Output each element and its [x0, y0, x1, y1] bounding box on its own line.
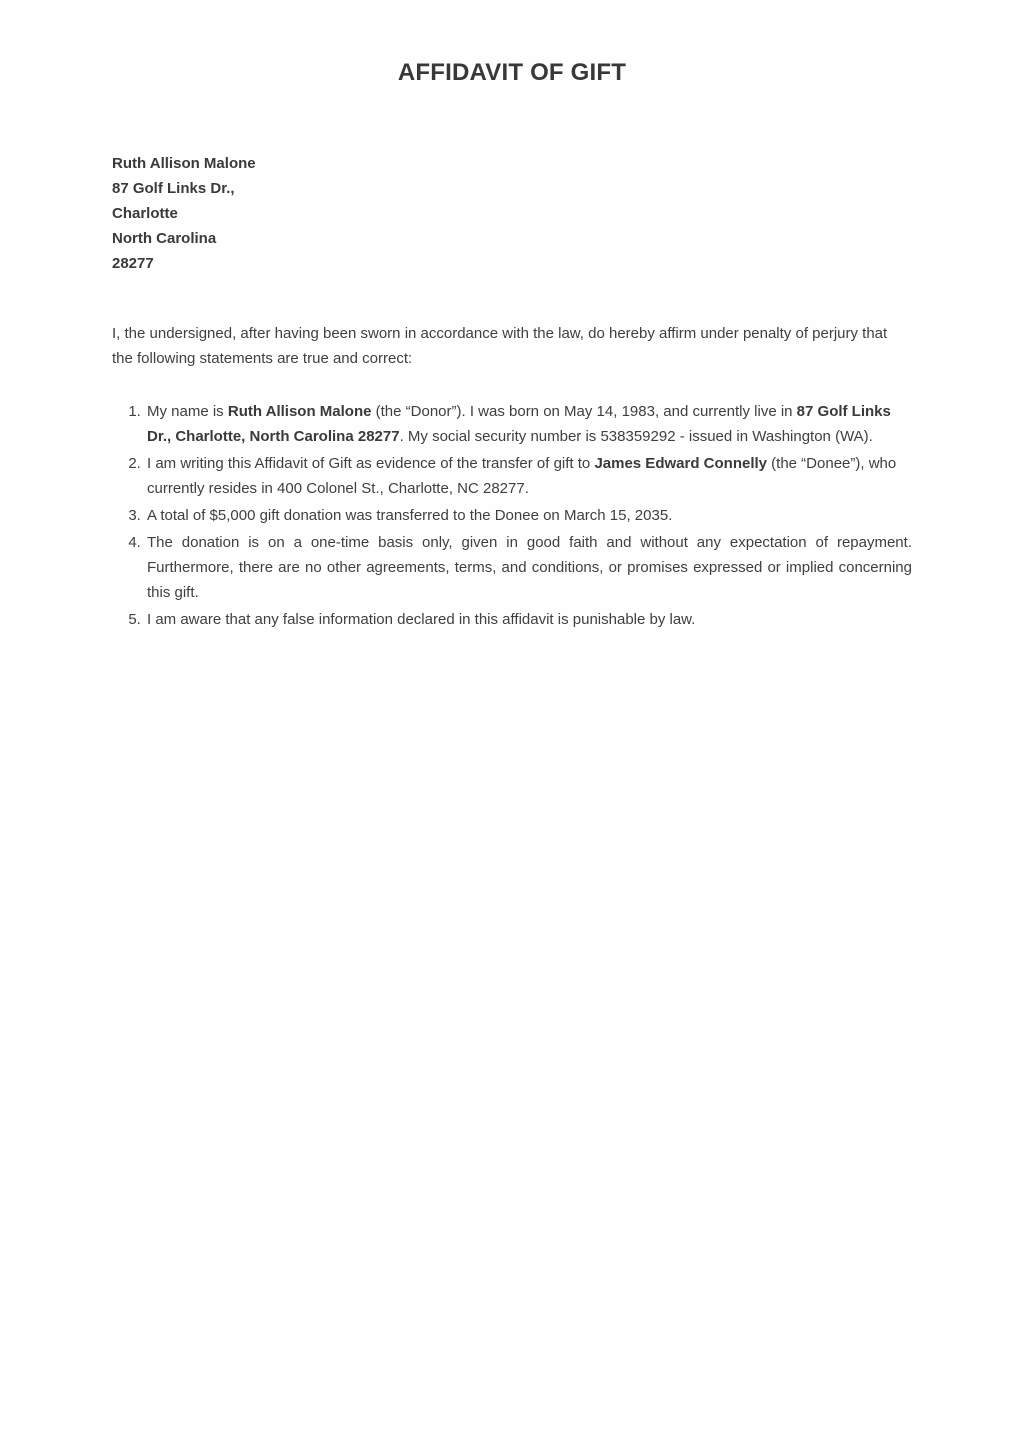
sender-block [112, 151, 912, 276]
sender-name: Ruth Allison Malone [112, 155, 256, 172]
page-title: AFFIDAVIT OF GIFT [397, 59, 627, 86]
statement-1 [145, 399, 912, 449]
donee-name-bold: James Edward Connelly [594, 455, 767, 472]
statement-1-text-a: My name is [147, 403, 228, 420]
statement-4 [145, 530, 912, 605]
statements-list [112, 399, 912, 632]
statement-5 [145, 607, 912, 632]
statement-5-text: I am aware that any false information declared in this affidavit is punishable by law. [147, 611, 696, 628]
donor-name-bold: Ruth Allison Malone [227, 403, 372, 420]
statement-1-text-c: . My social security number is 538359292 - issued in Washington (WA). [399, 428, 873, 445]
sender-street: 87 Golf Links Dr., [112, 180, 235, 197]
statement-3-text: A total of $5,000 gift donation was transferred to the Donee on March 15, 2035. [147, 507, 673, 524]
sender-state: North Carolina [112, 230, 217, 247]
sender-zip: 28277 [112, 255, 154, 272]
donor-address-bold: 87 Golf Links Dr., Charlotte, North Carolina 28277 [147, 403, 891, 445]
statement-2-text-b: (the “Donee”), who currently resides in 400 Colonel St., Charlotte, NC 28277. [147, 455, 897, 497]
sender-city: Charlotte [112, 205, 178, 222]
statement-2 [145, 451, 912, 501]
statement-2-text-a: I am writing this Affidavit of Gift as evidence of the transfer of gift to [147, 455, 595, 472]
statement-3 [145, 503, 912, 528]
statement-4-text: The donation is on a one-time basis only, given in good faith and without any expectation of repayment. Furthermore, there are no other agreements, terms, and conditions, or promises expressed or implied concerning this gift. [147, 534, 912, 601]
statement-1-text-b: (the “Donor”). I was born on May 14, 1983, and currently live in [371, 403, 797, 420]
intro-paragraph: I, the undersigned, after having been sworn in accordance with the law, do hereby affirm under penalty of perjury that the following statements are true and correct: [112, 325, 888, 367]
